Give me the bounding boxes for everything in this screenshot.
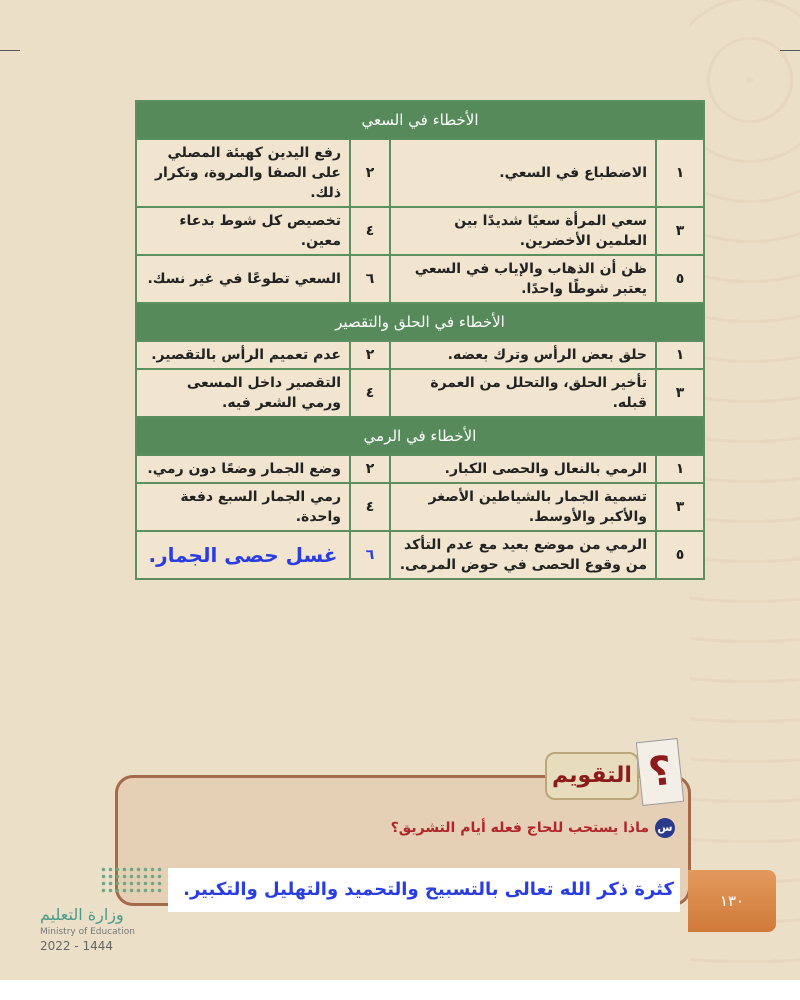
answer-field[interactable]: كثرة ذكر الله تعالى بالتسبيح والتحميد والتهليل والتكبير. bbox=[168, 868, 680, 912]
item-text: التقصير داخل المسعى ورمي الشعر فيه. bbox=[136, 369, 350, 417]
ministry-logo bbox=[40, 905, 135, 953]
item-number: ٤ bbox=[350, 369, 390, 417]
mistakes-table bbox=[135, 100, 705, 580]
item-text: الرمي بالنعال والحصى الكبار. bbox=[390, 455, 656, 483]
item-text: حلق بعض الرأس وترك بعضه. bbox=[390, 341, 656, 369]
item-number: ١ bbox=[656, 455, 704, 483]
crop-mark bbox=[780, 50, 800, 51]
item-text: الرمي من موضع بعيد مع عدم التأكد من وقوع الحصى في حوض المرمى. bbox=[390, 531, 656, 579]
question-icon: س bbox=[655, 818, 675, 838]
table-row bbox=[136, 455, 704, 483]
table-row bbox=[136, 483, 704, 531]
section-header: الأخطاء في الرمي bbox=[136, 417, 704, 455]
question bbox=[391, 818, 675, 838]
item-number: ٣ bbox=[656, 207, 704, 255]
answer-text: غسل حصى الجمار. bbox=[136, 531, 350, 579]
item-number: ٥ bbox=[656, 531, 704, 579]
ornament-pattern bbox=[690, 0, 800, 980]
item-number: ٢ bbox=[350, 139, 390, 207]
item-text: تخصيص كل شوط بدعاء معين. bbox=[136, 207, 350, 255]
table-row bbox=[136, 139, 704, 207]
logo-english: Ministry of Education bbox=[40, 927, 135, 937]
item-number: ٤ bbox=[350, 207, 390, 255]
item-number: ٣ bbox=[656, 483, 704, 531]
item-text: ظن أن الذهاب والإياب في السعي يعتبر شوطًا واحدًا. bbox=[390, 255, 656, 303]
page-number: ١٣٠ bbox=[688, 870, 776, 932]
item-text: الاضطباع في السعي. bbox=[390, 139, 656, 207]
item-number: ٥ bbox=[656, 255, 704, 303]
question-mark-icon: ؟ bbox=[636, 738, 684, 806]
item-number: ٦ bbox=[350, 531, 390, 579]
item-number: ٤ bbox=[350, 483, 390, 531]
item-number: ١ bbox=[656, 139, 704, 207]
section-header: الأخطاء في الحلق والتقصير bbox=[136, 303, 704, 341]
ministry-logo-icon bbox=[100, 866, 164, 894]
item-text: تأخير الحلق، والتحلل من العمرة قبله. bbox=[390, 369, 656, 417]
logo-year: 2022 - 1444 bbox=[40, 939, 114, 953]
item-text: عدم تعميم الرأس بالتقصير. bbox=[136, 341, 350, 369]
table-row bbox=[136, 531, 704, 579]
item-number: ١ bbox=[656, 341, 704, 369]
item-text: سعي المرأة سعيًا شديدًا بين العلمين الأخضرين. bbox=[390, 207, 656, 255]
item-text: رمي الجمار السبع دفعة واحدة. bbox=[136, 483, 350, 531]
item-number: ٣ bbox=[656, 369, 704, 417]
evaluation-title: التقويم bbox=[545, 752, 639, 800]
evaluation-badge bbox=[545, 740, 680, 808]
question-text: ماذا يستحب للحاج فعله أيام التشريق؟ bbox=[390, 820, 649, 836]
table-row bbox=[136, 369, 704, 417]
item-number: ٢ bbox=[350, 341, 390, 369]
item-text: تسمية الجمار بالشياطين الأصغر والأكبر والأوسط. bbox=[390, 483, 656, 531]
logo-arabic: وزارة التعليم bbox=[40, 905, 124, 924]
item-text: رفع اليدين كهيئة المصلي على الصفا والمروة، وتكرار ذلك. bbox=[136, 139, 350, 207]
table-row bbox=[136, 207, 704, 255]
table-row bbox=[136, 255, 704, 303]
item-number: ٦ bbox=[350, 255, 390, 303]
section-header: الأخطاء في السعي bbox=[136, 101, 704, 139]
item-number: ٢ bbox=[350, 455, 390, 483]
table-row bbox=[136, 341, 704, 369]
item-text: السعي تطوعًا في غير نسك. bbox=[136, 255, 350, 303]
item-text: وضع الجمار وضعًا دون رمي. bbox=[136, 455, 350, 483]
crop-mark bbox=[0, 50, 20, 51]
